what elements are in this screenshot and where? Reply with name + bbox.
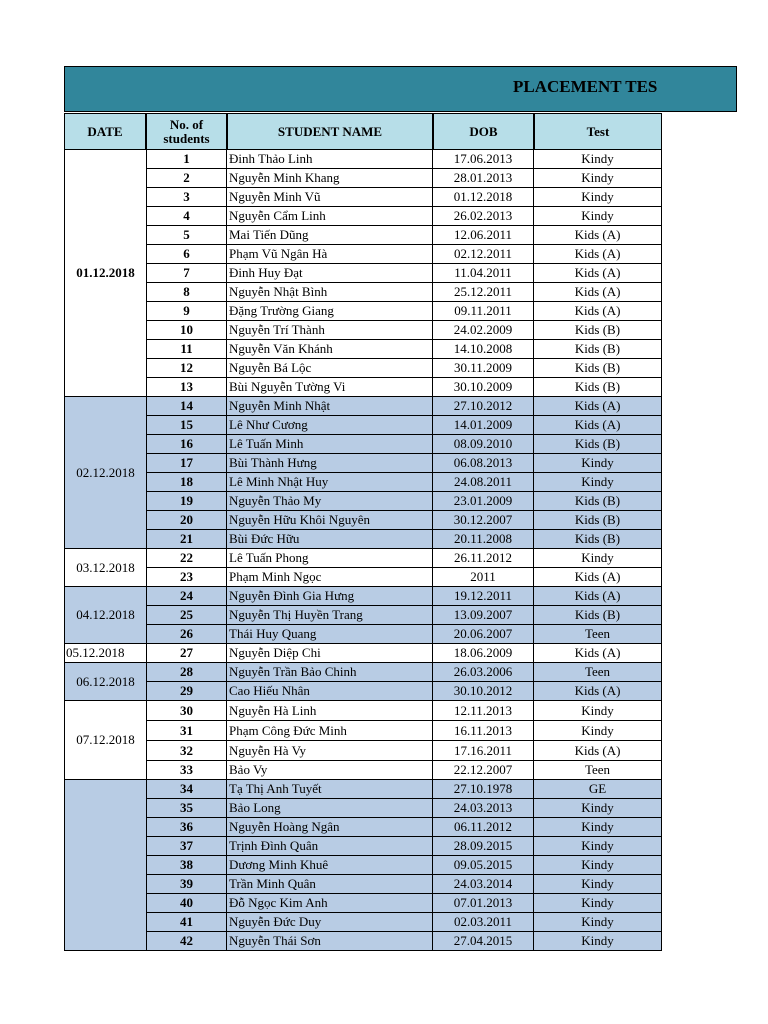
table-row	[146, 435, 662, 454]
student-name-cell: Phạm Công Đức Minh	[227, 721, 433, 741]
table-row	[146, 799, 662, 818]
student-name-cell: Bảo Long	[227, 799, 433, 818]
table-row	[146, 169, 662, 188]
student-number-cell: 20	[146, 511, 227, 530]
test-cell: Kindy	[534, 721, 662, 741]
dob-cell: 12.11.2013	[433, 701, 534, 721]
dob-cell: 02.03.2011	[433, 913, 534, 932]
student-name-cell: Bảo Vy	[227, 761, 433, 780]
test-cell: Kindy	[534, 150, 662, 169]
student-number-cell: 29	[146, 682, 227, 701]
student-number-cell: 35	[146, 799, 227, 818]
table-row	[146, 302, 662, 321]
student-name-cell: Bùi Nguyễn Tường Vi	[227, 378, 433, 397]
test-cell: Kindy	[534, 207, 662, 226]
test-cell: Kindy	[534, 473, 662, 492]
dob-cell: 13.09.2007	[433, 606, 534, 625]
student-number-cell: 42	[146, 932, 227, 951]
student-number-cell: 31	[146, 721, 227, 741]
dob-cell: 02.12.2011	[433, 245, 534, 264]
student-number-cell: 26	[146, 625, 227, 644]
header-date: DATE	[64, 113, 146, 150]
test-cell: Kindy	[534, 799, 662, 818]
student-name-cell: Lê Như Cương	[227, 416, 433, 435]
test-cell: Kindy	[534, 169, 662, 188]
student-number-cell: 23	[146, 568, 227, 587]
test-cell: Kindy	[534, 188, 662, 207]
dob-cell: 30.10.2012	[433, 682, 534, 701]
header-student-name: STUDENT NAME	[227, 113, 433, 150]
student-name-cell: Đinh Thảo Linh	[227, 150, 433, 169]
test-cell: Kindy	[534, 856, 662, 875]
header-no: No. of students	[146, 113, 227, 150]
student-name-cell: Nguyễn Văn Khánh	[227, 340, 433, 359]
table-row	[146, 663, 662, 682]
test-cell: Kids (A)	[534, 302, 662, 321]
student-name-cell: Nguyễn Trí Thành	[227, 321, 433, 340]
table-row	[146, 530, 662, 549]
test-cell: Kids (A)	[534, 245, 662, 264]
dob-cell: 26.03.2006	[433, 663, 534, 682]
dob-cell: 24.03.2013	[433, 799, 534, 818]
dob-cell: 18.06.2009	[433, 644, 534, 663]
student-number-cell: 11	[146, 340, 227, 359]
dob-cell: 25.12.2011	[433, 283, 534, 302]
student-name-cell: Nguyễn Thị Huyền Trang	[227, 606, 433, 625]
student-name-cell: Nguyễn Đình Gia Hưng	[227, 587, 433, 606]
table-row	[146, 837, 662, 856]
table-row	[146, 283, 662, 302]
student-name-cell: Bùi Thành Hưng	[227, 454, 433, 473]
test-cell: Teen	[534, 625, 662, 644]
test-cell: Teen	[534, 663, 662, 682]
student-number-cell: 34	[146, 780, 227, 799]
student-number-cell: 12	[146, 359, 227, 378]
student-name-cell: Nguyễn Minh Nhật	[227, 397, 433, 416]
table-row	[146, 492, 662, 511]
student-name-cell: Lê Tuấn Phong	[227, 549, 433, 568]
dob-cell: 20.06.2007	[433, 625, 534, 644]
student-name-cell: Nguyễn Nhật Bình	[227, 283, 433, 302]
date-cell: 01.12.2018	[64, 150, 146, 397]
student-number-cell: 37	[146, 837, 227, 856]
test-cell: Kids (B)	[534, 378, 662, 397]
dob-cell: 09.11.2011	[433, 302, 534, 321]
header-dob: DOB	[433, 113, 534, 150]
table-row	[146, 378, 662, 397]
test-cell: Kids (A)	[534, 682, 662, 701]
student-name-cell: Nguyễn Đức Duy	[227, 913, 433, 932]
dob-cell: 08.09.2010	[433, 435, 534, 454]
dob-cell: 27.10.2012	[433, 397, 534, 416]
dob-cell: 24.08.2011	[433, 473, 534, 492]
dob-cell: 30.12.2007	[433, 511, 534, 530]
table-row	[146, 188, 662, 207]
date-cell: 02.12.2018	[64, 397, 146, 549]
table-row	[146, 780, 662, 799]
test-cell: GE	[534, 780, 662, 799]
dob-cell: 11.04.2011	[433, 264, 534, 283]
test-cell: Kids (B)	[534, 340, 662, 359]
dob-cell: 06.11.2012	[433, 818, 534, 837]
table-row	[146, 818, 662, 837]
test-cell: Kindy	[534, 454, 662, 473]
test-cell: Kindy	[534, 894, 662, 913]
student-number-cell: 25	[146, 606, 227, 625]
table-row	[146, 875, 662, 894]
date-cell: 03.12.2018	[64, 549, 146, 587]
test-cell: Kids (A)	[534, 397, 662, 416]
student-number-cell: 9	[146, 302, 227, 321]
dob-cell: 23.01.2009	[433, 492, 534, 511]
table-row	[146, 932, 662, 951]
test-cell: Kindy	[534, 875, 662, 894]
dob-cell: 26.11.2012	[433, 549, 534, 568]
student-name-cell: Nguyễn Diệp Chi	[227, 644, 433, 663]
dob-cell: 06.08.2013	[433, 454, 534, 473]
student-name-cell: Bùi Đức Hữu	[227, 530, 433, 549]
dob-cell: 28.01.2013	[433, 169, 534, 188]
dob-cell: 01.12.2018	[433, 188, 534, 207]
dob-cell: 30.10.2009	[433, 378, 534, 397]
test-cell: Kindy	[534, 701, 662, 721]
dob-cell: 26.02.2013	[433, 207, 534, 226]
student-number-cell: 1	[146, 150, 227, 169]
student-number-cell: 27	[146, 644, 227, 663]
table-row	[146, 644, 662, 663]
student-number-cell: 36	[146, 818, 227, 837]
student-number-cell: 4	[146, 207, 227, 226]
table-row	[146, 226, 662, 245]
dob-cell: 07.01.2013	[433, 894, 534, 913]
student-name-cell: Nguyễn Trần Bảo Chinh	[227, 663, 433, 682]
dob-cell: 20.11.2008	[433, 530, 534, 549]
dob-cell: 27.04.2015	[433, 932, 534, 951]
student-number-cell: 40	[146, 894, 227, 913]
table-row	[146, 454, 662, 473]
dob-cell: 28.09.2015	[433, 837, 534, 856]
student-number-cell: 16	[146, 435, 227, 454]
student-number-cell: 22	[146, 549, 227, 568]
dob-cell: 27.10.1978	[433, 780, 534, 799]
table-row	[146, 856, 662, 875]
test-cell: Kids (B)	[534, 530, 662, 549]
student-number-cell: 30	[146, 701, 227, 721]
student-name-cell: Lê Tuấn Minh	[227, 435, 433, 454]
student-name-cell: Cao Hiếu Nhân	[227, 682, 433, 701]
dob-cell: 22.12.2007	[433, 761, 534, 780]
dob-cell: 14.01.2009	[433, 416, 534, 435]
student-number-cell: 14	[146, 397, 227, 416]
student-number-cell: 6	[146, 245, 227, 264]
student-name-cell: Phạm Minh Ngọc	[227, 568, 433, 587]
table-row	[146, 549, 662, 568]
student-name-cell: Nguyễn Hoàng Ngân	[227, 818, 433, 837]
table-row	[146, 264, 662, 283]
test-cell: Kindy	[534, 837, 662, 856]
student-name-cell: Tạ Thị Anh Tuyết	[227, 780, 433, 799]
test-cell: Kids (B)	[534, 321, 662, 340]
test-cell: Kids (A)	[534, 283, 662, 302]
test-cell: Kids (A)	[534, 226, 662, 245]
student-name-cell: Nguyễn Hà Linh	[227, 701, 433, 721]
dob-cell: 14.10.2008	[433, 340, 534, 359]
student-name-cell: Mai Tiến Dũng	[227, 226, 433, 245]
student-name-cell: Nguyễn Cẩm Linh	[227, 207, 433, 226]
student-name-cell: Trịnh Đình Quân	[227, 837, 433, 856]
student-number-cell: 3	[146, 188, 227, 207]
date-cell: 07.12.2018	[64, 701, 146, 780]
table-row	[146, 473, 662, 492]
test-cell: Kindy	[534, 549, 662, 568]
student-number-cell: 41	[146, 913, 227, 932]
table-row	[146, 721, 662, 741]
student-number-cell: 24	[146, 587, 227, 606]
table-row	[146, 568, 662, 587]
table-row	[146, 397, 662, 416]
student-number-cell: 10	[146, 321, 227, 340]
date-cell: 04.12.2018	[64, 587, 146, 644]
student-name-cell: Nguyễn Minh Khang	[227, 169, 433, 188]
test-cell: Kids (A)	[534, 741, 662, 761]
student-number-cell: 8	[146, 283, 227, 302]
student-name-cell: Phạm Vũ Ngân Hà	[227, 245, 433, 264]
table-row	[146, 606, 662, 625]
student-number-cell: 21	[146, 530, 227, 549]
dob-cell: 17.06.2013	[433, 150, 534, 169]
dob-cell: 09.05.2015	[433, 856, 534, 875]
dob-cell: 19.12.2011	[433, 587, 534, 606]
table-row	[146, 340, 662, 359]
table-row	[146, 416, 662, 435]
student-number-cell: 28	[146, 663, 227, 682]
student-number-cell: 32	[146, 741, 227, 761]
student-number-cell: 13	[146, 378, 227, 397]
student-name-cell: Đinh Huy Đạt	[227, 264, 433, 283]
title-banner	[64, 66, 737, 112]
student-number-cell: 2	[146, 169, 227, 188]
student-name-cell: Nguyễn Thái Sơn	[227, 932, 433, 951]
table-row	[146, 701, 662, 721]
table-row	[146, 761, 662, 780]
student-number-cell: 17	[146, 454, 227, 473]
table-row	[146, 682, 662, 701]
student-name-cell: Nguyễn Hữu Khôi Nguyên	[227, 511, 433, 530]
test-cell: Kids (A)	[534, 568, 662, 587]
table-row	[146, 894, 662, 913]
table-row	[146, 245, 662, 264]
test-cell: Kids (B)	[534, 511, 662, 530]
test-cell: Kids (A)	[534, 587, 662, 606]
test-cell: Kids (B)	[534, 606, 662, 625]
test-cell: Kids (A)	[534, 644, 662, 663]
dob-cell: 24.02.2009	[433, 321, 534, 340]
date-cell	[64, 780, 146, 951]
student-name-cell: Trần Minh Quân	[227, 875, 433, 894]
dob-cell: 2011	[433, 568, 534, 587]
dob-cell: 24.03.2014	[433, 875, 534, 894]
date-cell: 05.12.2018	[64, 644, 146, 663]
student-name-cell: Nguyễn Thảo My	[227, 492, 433, 511]
table-row	[146, 587, 662, 606]
table-row	[146, 321, 662, 340]
student-name-cell: Nguyễn Bá Lộc	[227, 359, 433, 378]
dob-cell: 12.06.2011	[433, 226, 534, 245]
student-number-cell: 33	[146, 761, 227, 780]
student-number-cell: 39	[146, 875, 227, 894]
test-cell: Kids (B)	[534, 492, 662, 511]
table-row	[146, 359, 662, 378]
student-number-cell: 19	[146, 492, 227, 511]
test-cell: Kids (A)	[534, 416, 662, 435]
student-number-cell: 5	[146, 226, 227, 245]
table-row	[146, 150, 662, 169]
table-row	[146, 741, 662, 761]
test-cell: Kindy	[534, 913, 662, 932]
student-number-cell: 7	[146, 264, 227, 283]
student-name-cell: Dương Minh Khuê	[227, 856, 433, 875]
dob-cell: 16.11.2013	[433, 721, 534, 741]
student-name-cell: Nguyễn Minh Vũ	[227, 188, 433, 207]
date-cell: 06.12.2018	[64, 663, 146, 701]
student-name-cell: Đỗ Ngọc Kim Anh	[227, 894, 433, 913]
test-cell: Kids (B)	[534, 359, 662, 378]
sheet-title: PLACEMENT TES	[513, 77, 658, 96]
student-number-cell: 15	[146, 416, 227, 435]
student-name-cell: Nguyễn Hà Vy	[227, 741, 433, 761]
dob-cell: 17.16.2011	[433, 741, 534, 761]
student-number-cell: 38	[146, 856, 227, 875]
student-name-cell: Lê Minh Nhật Huy	[227, 473, 433, 492]
student-number-cell: 18	[146, 473, 227, 492]
table-row	[146, 207, 662, 226]
test-cell: Teen	[534, 761, 662, 780]
dob-cell: 30.11.2009	[433, 359, 534, 378]
table-row	[146, 625, 662, 644]
student-name-cell: Đặng Trường Giang	[227, 302, 433, 321]
test-cell: Kindy	[534, 818, 662, 837]
header-test: Test	[534, 113, 662, 150]
table-row	[146, 511, 662, 530]
table-row	[146, 913, 662, 932]
test-cell: Kindy	[534, 932, 662, 951]
test-cell: Kids (B)	[534, 435, 662, 454]
student-name-cell: Thái Huy Quang	[227, 625, 433, 644]
test-cell: Kids (A)	[534, 264, 662, 283]
